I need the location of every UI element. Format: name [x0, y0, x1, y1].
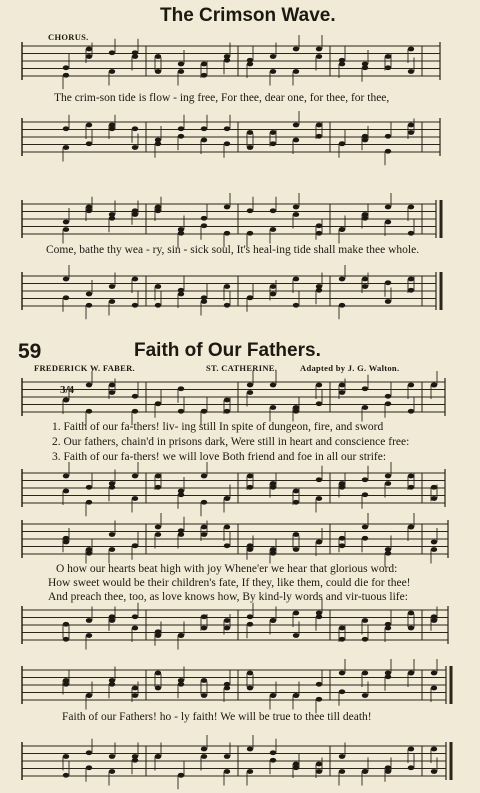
note-head [155, 284, 161, 289]
note-head [362, 386, 368, 391]
note-head [385, 394, 391, 399]
note-head [385, 674, 391, 679]
note-head [247, 474, 253, 479]
note-head [132, 626, 138, 631]
note-head [201, 73, 207, 78]
note-head [109, 754, 115, 759]
note-head [86, 303, 92, 308]
note-head [224, 626, 230, 631]
verse-line: 2. Our fathers, chain'd in prisons dark, Were still in heart and conscience free: [52, 436, 410, 448]
note-head [316, 769, 322, 774]
note-head [316, 614, 322, 619]
note-head [385, 220, 391, 225]
note-head [201, 216, 207, 221]
staff-song2-system3-treble [0, 664, 480, 706]
note-head [408, 69, 414, 74]
note-head [362, 618, 368, 623]
note-head [132, 543, 138, 548]
note-head [316, 762, 322, 767]
verse-line: 1. Faith of our fa-thers! liv- ing still In spite of dungeon, fire, and sword [52, 421, 384, 433]
note-head [362, 212, 368, 217]
note-head [293, 762, 299, 767]
note-head [247, 485, 253, 490]
note-head [132, 686, 138, 691]
note-head [316, 682, 322, 687]
note-head [362, 693, 368, 698]
staff-song1-system2-treble [0, 198, 480, 240]
note-head [431, 540, 437, 545]
note-head [431, 496, 437, 501]
note-head [385, 149, 391, 154]
note-head [339, 754, 345, 759]
note-head [339, 626, 345, 631]
note-head [408, 231, 414, 236]
note-head [132, 54, 138, 59]
note-head [247, 614, 253, 619]
note-head [201, 474, 207, 479]
note-head [247, 622, 253, 627]
note-head [293, 123, 299, 128]
note-head [362, 769, 368, 774]
note-head [224, 618, 230, 623]
note-head [201, 754, 207, 759]
note-head [132, 614, 138, 619]
note-head [431, 614, 437, 619]
note-head [316, 383, 322, 388]
note-head [224, 205, 230, 210]
verse-line: 3. Faith of our fa-thers! we will love Both friend and foe in all our strife: [52, 451, 387, 463]
note-head [293, 405, 299, 410]
note-head [178, 134, 184, 139]
note-head [408, 747, 414, 752]
note-head [86, 633, 92, 638]
note-head [155, 532, 161, 537]
note-head [293, 277, 299, 282]
note-head [362, 477, 368, 482]
staff-song2-system1-bass [0, 467, 480, 509]
note-head [316, 223, 322, 228]
note-head [63, 277, 69, 282]
note-head [247, 130, 253, 135]
note-head [247, 62, 253, 67]
note-head [86, 205, 92, 210]
note-head [63, 65, 69, 70]
note-head [201, 500, 207, 505]
note-head [408, 383, 414, 388]
note-head [86, 485, 92, 490]
note-head [155, 474, 161, 479]
note-head [109, 50, 115, 55]
note-head [247, 295, 253, 300]
tune-name: ST. CATHERINE. [206, 363, 278, 373]
note-head [408, 671, 414, 676]
note-head [339, 277, 345, 282]
note-head [362, 134, 368, 139]
note-head [247, 686, 253, 691]
note-head [86, 292, 92, 297]
note-head [408, 47, 414, 52]
note-head [224, 141, 230, 146]
note-head [408, 611, 414, 616]
note-head [86, 500, 92, 505]
note-head [201, 62, 207, 67]
note-head [224, 525, 230, 530]
note-head [224, 686, 230, 691]
note-head [155, 485, 161, 490]
note-head [63, 773, 69, 778]
note-head [270, 284, 276, 289]
song-2-title: Faith of Our Fathers. [134, 340, 321, 361]
note-head [247, 769, 253, 774]
note-head [270, 383, 276, 388]
note-head [86, 547, 92, 552]
note-head [362, 671, 368, 676]
lyrics-line: The crim-son tide is flow - ing free, For thee, dear one, for thee, for thee, [54, 92, 390, 104]
note-head [109, 769, 115, 774]
note-head [339, 141, 345, 146]
note-head [132, 474, 138, 479]
staff-song1-system2-bass [0, 270, 480, 312]
note-head [63, 295, 69, 300]
note-head [339, 481, 345, 486]
note-head [86, 765, 92, 770]
note-head [408, 474, 414, 479]
note-head [63, 754, 69, 759]
note-head [201, 223, 207, 228]
note-head [63, 489, 69, 494]
note-head [86, 409, 92, 414]
note-head [63, 398, 69, 403]
note-head [132, 126, 138, 131]
refrain-line: Faith of our Fathers! ho - ly faith! We will be true to thee till death! [62, 711, 372, 723]
note-head [316, 123, 322, 128]
note-head [201, 126, 207, 131]
note-head [316, 496, 322, 501]
verse-line: O how our hearts beat high with joy Whene'er we hear that glorious word: [56, 563, 398, 575]
note-head [224, 409, 230, 414]
note-head [362, 65, 368, 70]
note-head [155, 686, 161, 691]
note-head [109, 284, 115, 289]
note-head [178, 409, 184, 414]
note-head [86, 123, 92, 128]
note-head [385, 474, 391, 479]
verse-line: And preach thee, too, as love knows how, By kind-ly words and vir-tuous life: [48, 591, 408, 603]
note-head [362, 405, 368, 410]
note-head [155, 141, 161, 146]
note-head [109, 614, 115, 619]
note-head [408, 123, 414, 128]
note-head [247, 543, 253, 548]
note-head [155, 303, 161, 308]
note-head [224, 496, 230, 501]
note-head [362, 284, 368, 289]
note-head [408, 277, 414, 282]
note-head [385, 299, 391, 304]
note-head [132, 145, 138, 150]
note-head [224, 754, 230, 759]
note-head [178, 231, 184, 236]
note-head [270, 547, 276, 552]
note-head [155, 69, 161, 74]
note-head [63, 126, 69, 131]
note-head [270, 141, 276, 146]
note-head [247, 390, 253, 395]
note-head [408, 205, 414, 210]
note-head [178, 69, 184, 74]
note-head [362, 536, 368, 541]
note-head [339, 637, 345, 642]
song-1-title: The Crimson Wave. [160, 5, 336, 26]
note-head [385, 765, 391, 770]
note-head [86, 54, 92, 59]
note-head [132, 758, 138, 763]
note-head [385, 54, 391, 59]
note-head [155, 54, 161, 59]
note-head [293, 633, 299, 638]
note-head [109, 547, 115, 552]
note-head [270, 758, 276, 763]
note-head [86, 47, 92, 52]
note-head [109, 123, 115, 128]
note-head [385, 626, 391, 631]
note-head [431, 383, 437, 388]
note-head [316, 54, 322, 59]
note-head [224, 398, 230, 403]
note-head [109, 383, 115, 388]
note-head [385, 134, 391, 139]
note-head [270, 130, 276, 135]
note-head [339, 769, 345, 774]
note-head [362, 492, 368, 497]
note-head [109, 532, 115, 537]
note-head [316, 47, 322, 52]
note-head [339, 227, 345, 232]
note-head [63, 678, 69, 683]
note-head [178, 292, 184, 297]
note-head [270, 750, 276, 755]
note-head [201, 299, 207, 304]
note-head [63, 622, 69, 627]
note-head [155, 629, 161, 634]
note-head [316, 697, 322, 702]
note-head [339, 671, 345, 676]
note-head [339, 689, 345, 694]
note-head [431, 747, 437, 752]
note-head [132, 277, 138, 282]
staff-song2-system2-bass [0, 604, 480, 646]
note-head [247, 747, 253, 752]
staff-song2-system1-treble [0, 376, 480, 418]
note-head [362, 277, 368, 282]
note-head [408, 288, 414, 293]
note-head [201, 678, 207, 683]
note-head [362, 525, 368, 530]
note-head [362, 637, 368, 642]
note-head [86, 618, 92, 623]
staff-song1-system1-treble [0, 40, 480, 82]
note-head [316, 401, 322, 406]
note-head [178, 386, 184, 391]
note-head [385, 65, 391, 70]
note-head [408, 765, 414, 770]
note-head [408, 409, 414, 414]
note-head [431, 485, 437, 490]
note-head [293, 69, 299, 74]
note-head [339, 390, 345, 395]
note-head [385, 551, 391, 556]
note-head [109, 69, 115, 74]
note-head [224, 126, 230, 131]
note-head [155, 754, 161, 759]
note-head [178, 492, 184, 497]
note-head [132, 394, 138, 399]
note-head [63, 220, 69, 225]
hymn-number: 59 [18, 340, 42, 363]
note-head [224, 231, 230, 236]
note-head [316, 477, 322, 482]
note-head [431, 686, 437, 691]
note-head [201, 532, 207, 537]
note-head [339, 536, 345, 541]
note-head [316, 540, 322, 545]
note-head [270, 292, 276, 297]
note-head [155, 401, 161, 406]
author-credit: FREDERICK W. FABER. [34, 363, 135, 373]
note-head [224, 303, 230, 308]
note-head [408, 626, 414, 631]
note-head [293, 303, 299, 308]
note-head [155, 205, 161, 210]
note-head [86, 383, 92, 388]
note-head [224, 58, 230, 63]
note-head [385, 401, 391, 406]
note-head [224, 284, 230, 289]
note-head [201, 747, 207, 752]
note-head [385, 280, 391, 285]
note-head [431, 769, 437, 774]
note-head [201, 409, 207, 414]
note-head [178, 682, 184, 687]
note-head [408, 525, 414, 530]
note-head [316, 134, 322, 139]
arranger-credit: Adapted by J. G. Walton. [300, 363, 400, 373]
note-head [293, 47, 299, 52]
note-head [201, 525, 207, 530]
note-head [270, 54, 276, 59]
note-head [178, 633, 184, 638]
note-head [63, 637, 69, 642]
note-head [339, 303, 345, 308]
note-head [247, 145, 253, 150]
note-head [431, 547, 437, 552]
note-head [109, 299, 115, 304]
note-head [408, 485, 414, 490]
note-head [132, 693, 138, 698]
note-head [293, 489, 299, 494]
note-head [132, 303, 138, 308]
note-head [247, 231, 253, 236]
note-head [293, 212, 299, 217]
note-head [201, 614, 207, 619]
note-head [201, 138, 207, 143]
note-head [270, 208, 276, 213]
note-head [293, 500, 299, 505]
note-head [293, 138, 299, 143]
note-head [293, 532, 299, 537]
note-head [270, 481, 276, 486]
note-head [224, 543, 230, 548]
note-head [86, 750, 92, 755]
note-head [385, 481, 391, 486]
note-head [224, 769, 230, 774]
note-head [109, 682, 115, 687]
note-head [270, 693, 276, 698]
note-head [109, 390, 115, 395]
note-head [385, 205, 391, 210]
note-head [178, 126, 184, 131]
note-head [247, 208, 253, 213]
note-head [270, 227, 276, 232]
note-head [201, 693, 207, 698]
verse-line: How sweet would be their children's fate, If they, like them, could die for thee! [48, 577, 411, 589]
time-signature: 3/4 [60, 384, 75, 396]
note-head [178, 773, 184, 778]
note-head [178, 532, 184, 537]
note-head [316, 231, 322, 236]
note-head [247, 671, 253, 676]
note-head [270, 69, 276, 74]
note-head [339, 383, 345, 388]
note-head [293, 205, 299, 210]
note-head [63, 73, 69, 78]
note-head [86, 693, 92, 698]
note-head [155, 671, 161, 676]
staff-song2-system3-bass [0, 740, 480, 782]
note-head [316, 288, 322, 293]
staff-song1-system1-bass [0, 116, 480, 158]
note-head [431, 671, 437, 676]
note-head [270, 618, 276, 623]
note-head [178, 62, 184, 67]
note-head [293, 547, 299, 552]
note-head [63, 145, 69, 150]
note-head [293, 611, 299, 616]
note-head [63, 227, 69, 232]
note-head [63, 536, 69, 541]
note-head [132, 409, 138, 414]
note-head [86, 141, 92, 146]
note-head [132, 496, 138, 501]
note-head [201, 626, 207, 631]
note-head [109, 216, 115, 221]
note-head [247, 383, 253, 388]
lyrics-line: Come, bathe thy wea - ry, sin - sick soul, It's heal-ing tide shall make thee whole. [46, 244, 420, 256]
note-head [293, 693, 299, 698]
note-head [109, 485, 115, 490]
note-head [408, 130, 414, 135]
note-head [339, 543, 345, 548]
note-head [270, 405, 276, 410]
note-head [339, 62, 345, 67]
note-head [155, 525, 161, 530]
staff-song2-system2-treble [0, 518, 480, 560]
chorus-label: CHORUS. [48, 32, 89, 42]
note-head [132, 208, 138, 213]
note-head [63, 474, 69, 479]
